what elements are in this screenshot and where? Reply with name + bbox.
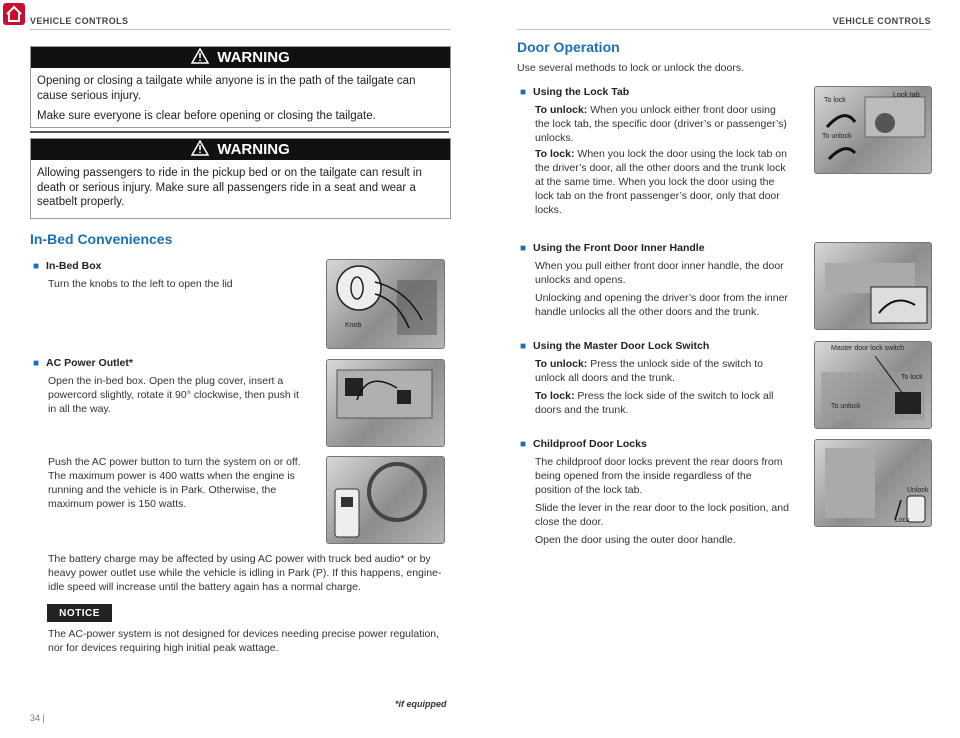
subheading-in-bed-box — [33, 260, 101, 272]
subheading-ac-power-outlet — [33, 357, 133, 369]
divider — [30, 131, 449, 133]
term-text: Press the lock side of the switch to lock all doors and the trunk. — [535, 390, 774, 416]
image-label-lock: Lock — [895, 517, 910, 524]
subheading-text: Using the Master Door Lock Switch — [533, 340, 710, 352]
subheading-childproof — [520, 438, 647, 450]
bullet-square-icon: ■ — [520, 243, 527, 254]
lock-tab-lock-text — [535, 147, 790, 217]
childproof-image — [814, 439, 932, 527]
in-bed-box-text: Turn the knobs to the left to open the lid — [48, 278, 233, 290]
ac-outlet-text-2: Push the AC power button to turn the system on or off. The maximum power is 400 watts when the engine is running and the vehicle is in Park. Otherwise, the maximum power is 150 watts. — [48, 456, 301, 510]
header-rule-right — [517, 29, 931, 30]
childproof-text-3: Open the door using the outer door handle. — [535, 534, 736, 546]
section-title-in-bed: In-Bed Conveniences — [30, 231, 173, 247]
in-bed-box-image — [326, 259, 445, 349]
warning-bar — [31, 47, 450, 68]
subheading-text: Using the Front Door Inner Handle — [533, 242, 705, 254]
footnote: *if equipped — [395, 699, 447, 709]
master-lock-text — [535, 389, 790, 417]
header-left: VEHICLE CONTROLS — [30, 16, 129, 26]
childproof-illustration — [815, 440, 931, 526]
childproof-text-1: The childproof door locks prevent the rear doors from being opened from the inside regardless of the position of the lock tab. — [535, 456, 783, 496]
image-label-to-lock: To lock — [824, 97, 846, 104]
subheading-text: Childproof Door Locks — [533, 438, 647, 450]
subheading-master-switch — [520, 340, 709, 352]
warning-triangle-icon — [191, 48, 209, 68]
warning-text: Opening or closing a tailgate while anyone is in the path of the tailgate can cause serious injury. — [37, 75, 416, 102]
master-switch-illustration — [815, 342, 931, 428]
term-label: To lock: — [535, 148, 575, 160]
childproof-text-2: Slide the lever in the rear door to the lock position, and close the door. — [535, 502, 789, 528]
bullet-square-icon: ■ — [520, 439, 527, 450]
inner-handle-text-1: When you pull either front door inner handle, the door unlocks and opens. — [535, 260, 784, 286]
image-label-unlock: Unlock — [907, 487, 929, 494]
image-label-to-unlock: To unlock — [831, 403, 861, 410]
inner-handle-illustration — [815, 243, 931, 329]
image-label-lock-tab: Lock tab — [893, 92, 920, 99]
warning-box-pickup-bed — [30, 138, 451, 219]
lock-tab-image — [814, 86, 932, 174]
subheading-inner-handle — [520, 242, 705, 254]
term-label: To unlock: — [535, 358, 588, 370]
term-label: To unlock: — [535, 104, 588, 116]
subheading-lock-tab — [520, 86, 629, 98]
notice-label: NOTICE — [47, 604, 112, 622]
ac-outlet-text-1: Open the in-bed box. Open the plug cover, insert a powercord slightly, rotate it 90° clockwise, then push it in all the way. — [48, 375, 299, 415]
ac-power-button-image — [326, 456, 445, 544]
warning-title: WARNING — [217, 141, 290, 158]
warning-text: Allowing passengers to ride in the pickup bed or on the tailgate can result in death or serious injury. Make sure all passengers ride in a seat and wear a seatbelt properly. — [37, 167, 422, 208]
warning-box-tailgate — [30, 46, 451, 128]
image-label-to-unlock: To unlock — [822, 133, 852, 140]
subheading-text: In-Bed Box — [46, 260, 102, 272]
subheading-text: AC Power Outlet* — [46, 357, 133, 369]
ac-outlet-image — [326, 359, 445, 447]
lock-tab-unlock-text — [535, 103, 790, 145]
outlet-illustration — [327, 360, 444, 446]
master-switch-image — [814, 341, 932, 429]
page-number: 34 | — [30, 713, 45, 723]
door-intro: Use several methods to lock or unlock the doors. — [517, 62, 745, 74]
bullet-square-icon: ■ — [520, 87, 527, 98]
header-rule-left — [30, 29, 450, 30]
bullet-square-icon: ■ — [33, 261, 40, 272]
warning-title: WARNING — [217, 49, 290, 66]
warning-bar — [31, 139, 450, 160]
image-label-to-lock: To lock — [901, 374, 923, 381]
bullet-square-icon: ■ — [520, 341, 527, 352]
knob-illustration — [327, 260, 444, 348]
home-icon[interactable] — [3, 3, 25, 25]
image-label-master-switch: Master door lock switch — [831, 345, 905, 352]
term-text: Press the unlock side of the switch to unlock all doors and the trunk. — [535, 358, 763, 384]
term-label: To lock: — [535, 390, 575, 402]
notice-text: The AC-power system is not designed for devices needing precise power regulation, nor for devices requiring high initial peak wattage. — [48, 628, 440, 654]
master-unlock-text — [535, 357, 790, 385]
warning-triangle-icon — [191, 140, 209, 160]
subheading-text: Using the Lock Tab — [533, 86, 630, 98]
dashboard-illustration — [327, 457, 444, 543]
header-right: VEHICLE CONTROLS — [832, 16, 931, 26]
warning-text: Make sure everyone is clear before opening or closing the tailgate. — [37, 110, 376, 122]
inner-handle-text-2: Unlocking and opening the driver’s door from the inner handle unlocks all the other doors and the trunk. — [535, 292, 788, 318]
inner-handle-image — [814, 242, 932, 330]
image-label-knob: Knob — [345, 322, 362, 329]
bullet-square-icon: ■ — [33, 358, 40, 369]
term-text: When you lock the door using the lock tab on the driver’s door, all the other doors and the trunk lock at the same time. When you lock the door using the lock tab on the front passenger’s door, only that door locks. — [535, 148, 787, 216]
term-text: When you unlock either front door using the lock tab, the specific door (driver’s or passenger’s) unlocks. — [535, 104, 787, 144]
ac-outlet-text-3: The battery charge may be affected by using AC power with truck bed audio* or by heavy power outlet use while the vehicle is idling in Park (P). If this happens, engine-idle speed will increase until the battery again has a normal charge. — [48, 553, 442, 593]
section-title-door-operation: Door Operation — [517, 39, 620, 55]
